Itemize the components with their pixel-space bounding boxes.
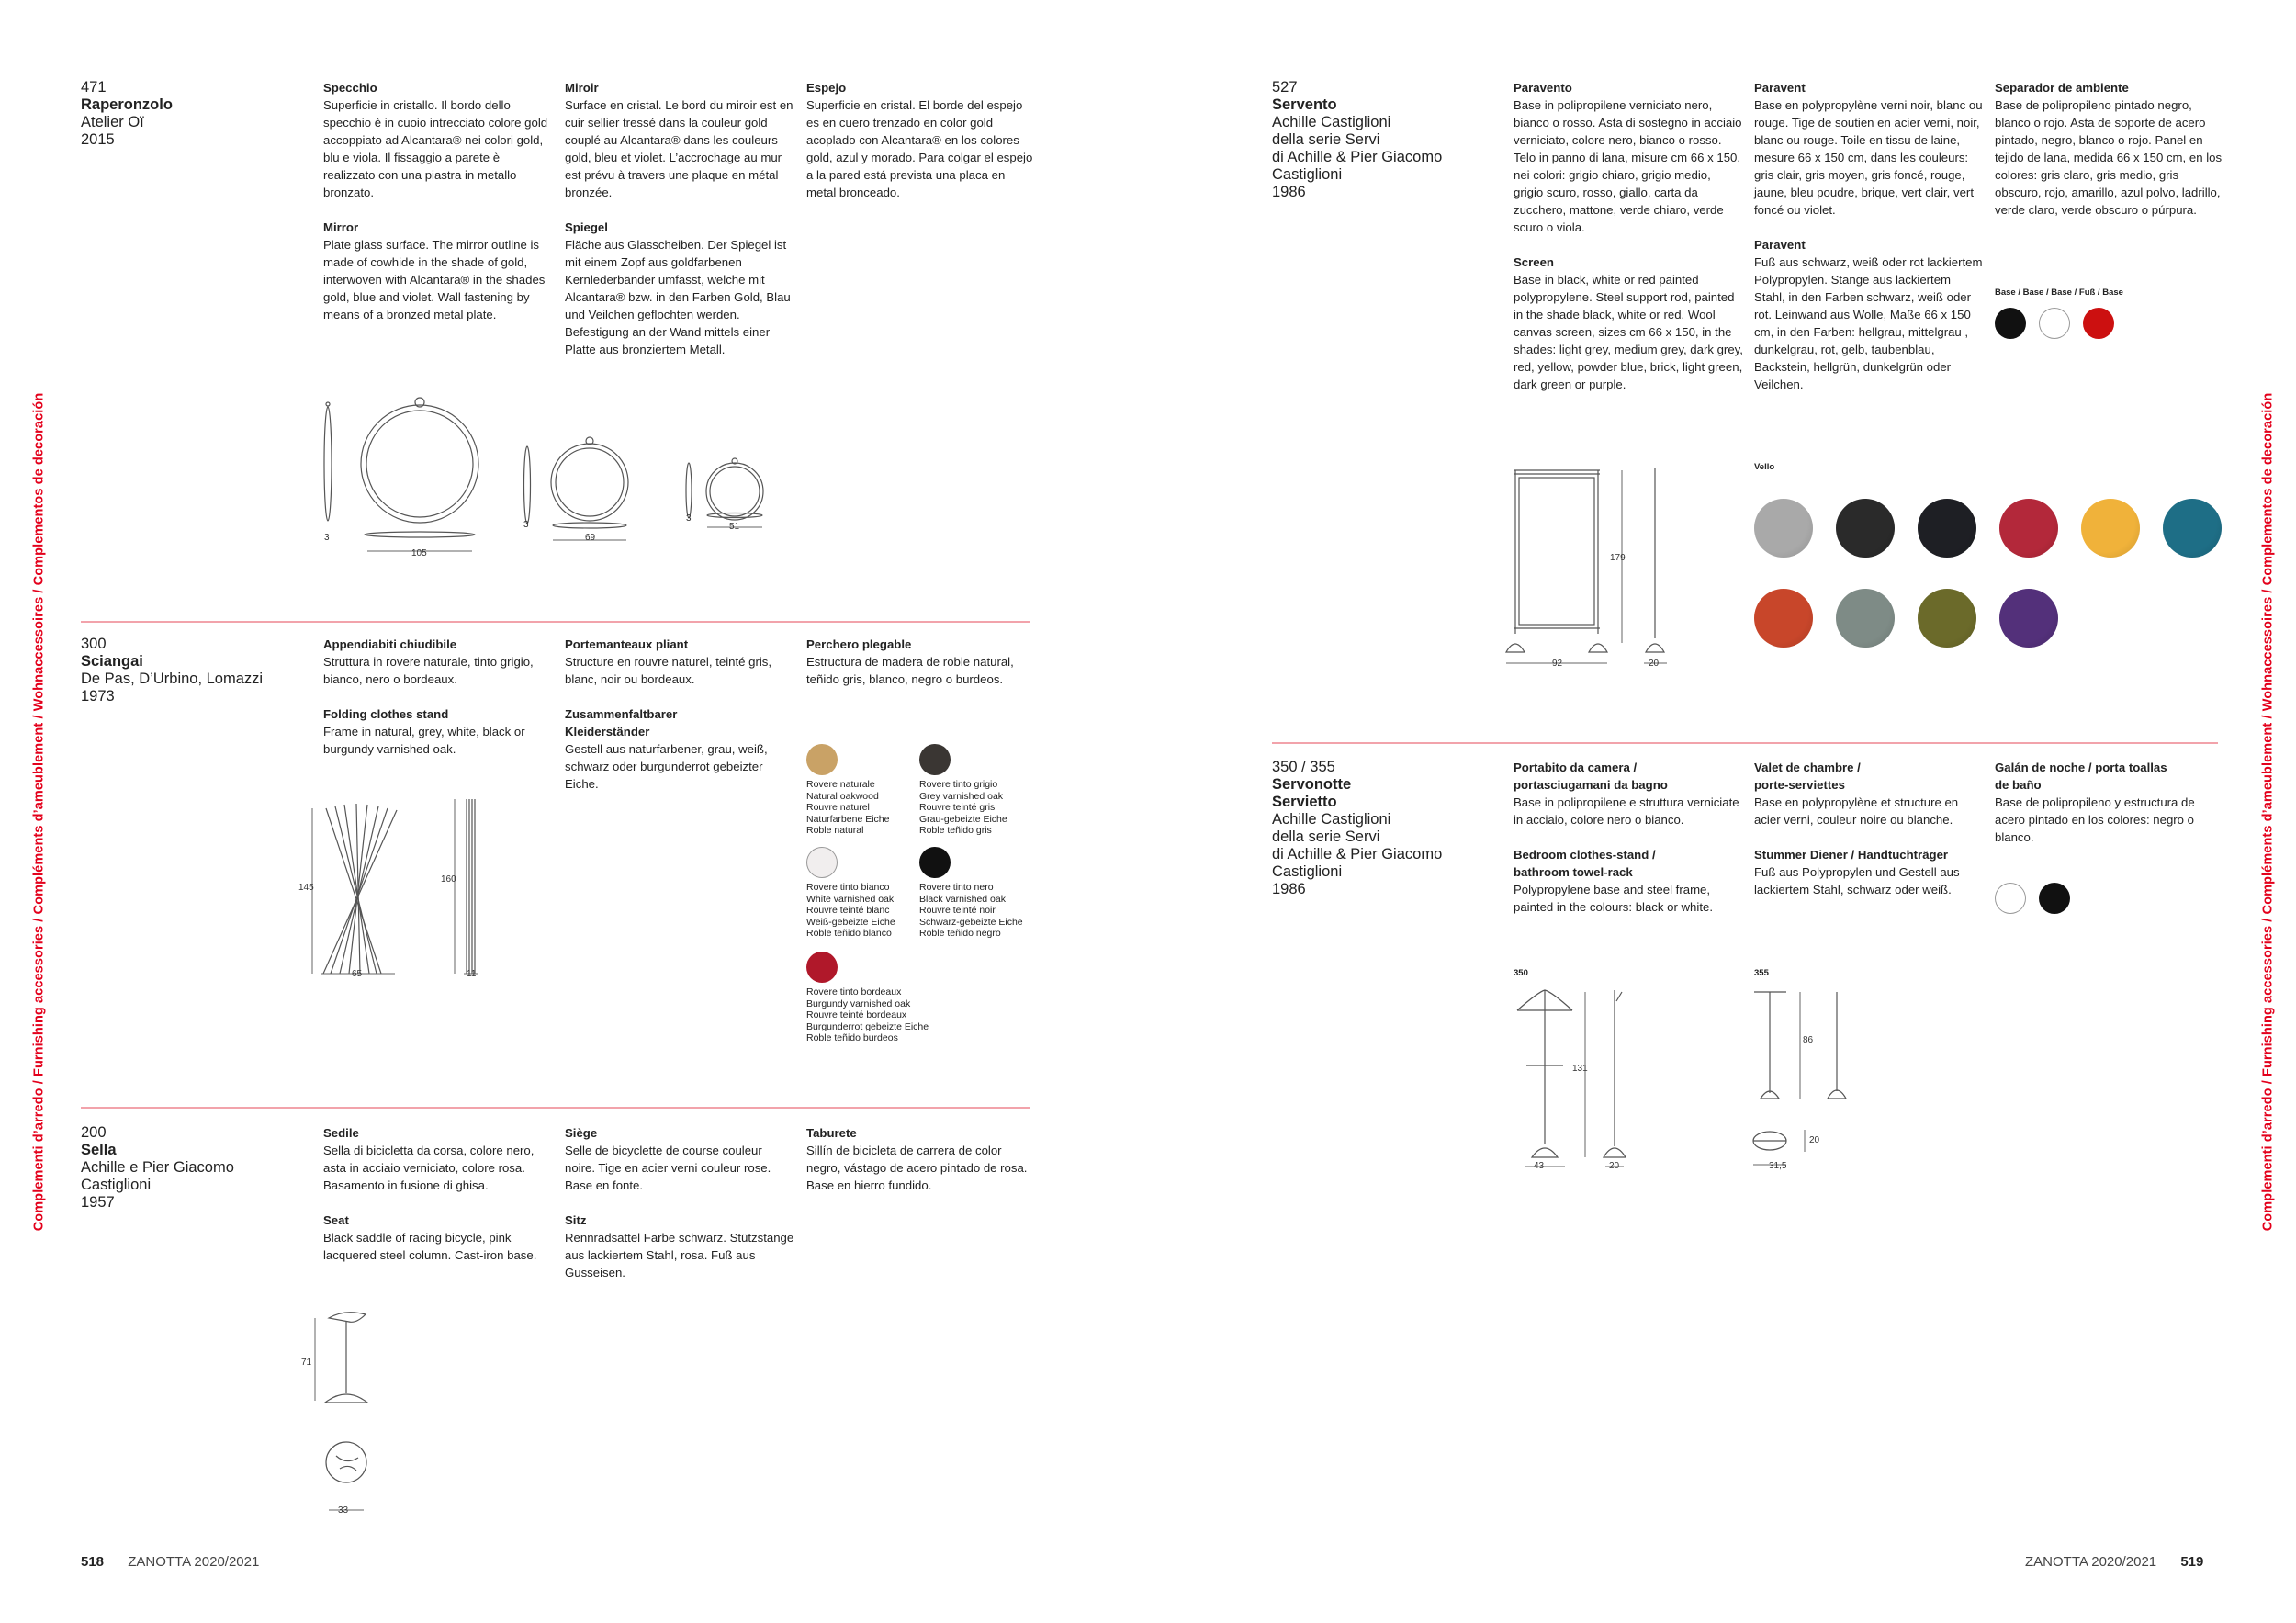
desc-text-fr: Structure en rouvre naturel, teinté gris, blanc, noir ou bordeaux.	[565, 655, 772, 686]
desc-text-fr: Surface en cristal. Le bord du miroir est en cuir sellier tressé dans la couleur gold couplé au Alcantara® dans les couleurs gold, bleu et violet. L’accrochage au mur est prévu à travers une plaque en métal bronzée.	[565, 98, 793, 199]
desc-column-es	[1995, 79, 2224, 236]
servonotte-drawing	[1506, 983, 1635, 1167]
product-designer: Atelier Oï	[81, 114, 144, 130]
finish-label: Rovere tinto bordeaux Burgundy varnished oak Rouvre teinté bordeaux Burgunderrot gebeizte Eiche Roble teñido burdeos	[806, 986, 929, 1043]
dim-label: 51	[729, 522, 740, 532]
footer-left	[81, 1554, 259, 1570]
felt-color-swatch	[2163, 499, 2222, 558]
product-header-raperonzolo	[81, 79, 292, 149]
desc-title-it: Specchio	[323, 81, 377, 95]
felt-color-swatch	[2081, 499, 2140, 558]
dim-label: 43	[1534, 1161, 1545, 1171]
desc-text-de: Gestell aus naturfarbener, grau, weiß, schwarz oder burgunderrot gebeizter Eiche.	[565, 742, 768, 791]
section-divider	[81, 621, 1030, 623]
desc-column-it-en	[323, 1124, 553, 1281]
product-designer: Achille e Pier Giacomo Castiglioni	[81, 1159, 234, 1193]
footer-right	[2025, 1554, 2203, 1570]
desc-title-de: Paravent	[1754, 238, 1806, 252]
mirror-drawings	[312, 395, 790, 569]
model-label-355: 355	[1754, 968, 1769, 978]
desc-text-it: Superficie in cristallo. Il bordo dello specchio è in cuoio intrecciato colore gold accoppiato ad Alcantara® nei colori gold, blu e viola. Il fissaggio a parete è realizzato con una piastra in metallo bronzato.	[323, 98, 548, 199]
desc-text-de: Rennradsattel Farbe schwarz. Stützstange aus lackiertem Stahl, rosa. Fuß aus Gusseisen.	[565, 1231, 794, 1279]
felt-color-swatch	[1754, 589, 1813, 648]
felt-color-swatch	[1918, 499, 1976, 558]
desc-text-en: Polypropylene base and steel frame, painted in the colours: black or white.	[1514, 883, 1713, 914]
desc-title-fr: Siège	[565, 1126, 598, 1140]
product-code: 300	[81, 636, 107, 652]
section-divider	[81, 1107, 1030, 1109]
product-header-servento	[1272, 79, 1483, 201]
felt-color-swatch	[1754, 499, 1813, 558]
desc-text-de: Fläche aus Glasscheiben. Der Spiegel ist mit einem Zopf aus goldfarbenen Kernlederbänder umfasst, welche mit Alcantara® bzw. in den Farben Gold, Blau und Veilchen geflochten werden. Befestigung an der Wand mittels einer Platte aus bronziertem Metall.	[565, 238, 791, 356]
dim-label: 3	[686, 513, 692, 524]
desc-text-es: Base de polipropileno pintado negro, blanco o rojo. Asta de soporte de acero pintado, negro, blanco o rojo. Panel en tejido de lana, medida 66 x 150 cm, en los colores: gris claro, gris medio, gris obscuro, rojo, amarillo, azul polvo, ladrillo, verde claro, verde obscuro o púrpura.	[1995, 98, 2223, 217]
felt-color-swatch	[1836, 499, 1895, 558]
product-code: 200	[81, 1124, 107, 1141]
desc-title-de: Spiegel	[565, 220, 608, 234]
desc-title-it: Portabito da camera / portasciugamani da bagno	[1514, 761, 1668, 792]
felt-colors-label: Vello	[1754, 462, 1775, 472]
dim-label: 3	[324, 533, 330, 543]
desc-column-it-en	[323, 636, 553, 775]
desc-text-en: Black saddle of racing bicycle, pink lacquered steel column. Cast-iron base.	[323, 1231, 537, 1262]
sciangai-drawing	[312, 799, 496, 983]
desc-text-fr: Base en polypropylène verni noir, blanc ou rouge. Tige de soutien en acier verni, noir, blanc ou rouge. Toile en tissu de laine, mesure 66 x 150 cm, dans les couleurs: gris clair, gris moyen, gris foncé, rouge, jaune, bleu poudre, brique, vert clair, vert foncé ou violet.	[1754, 98, 1983, 217]
desc-title-fr: Miroir	[565, 81, 599, 95]
product-name: Sciangai	[81, 653, 143, 670]
finish-label: Rovere tinto nero Black varnished oak Rouvre teinté noir Schwarz-gebeizte Eiche Roble teñido negro	[919, 882, 1023, 939]
desc-title-fr: Valet de chambre / porte-serviettes	[1754, 761, 1861, 792]
desc-title-es: Espejo	[806, 81, 847, 95]
desc-title-it: Appendiabiti chiudibile	[323, 637, 457, 651]
desc-column-es	[806, 636, 1036, 705]
desc-column-es	[1995, 759, 2224, 863]
desc-title-de: Sitz	[565, 1213, 587, 1227]
page-number: 518	[81, 1554, 105, 1570]
dim-label: 20	[1809, 1135, 1820, 1145]
felt-color-swatch	[1999, 589, 2058, 648]
desc-text-it: Base in polipropilene e struttura verniciate in acciaio, colore nero o bianco.	[1514, 795, 1739, 827]
dim-label: 33	[338, 1505, 349, 1516]
desc-column-it-en	[1514, 759, 1743, 933]
dim-label: 92	[1552, 659, 1563, 669]
desc-column-fr-de	[565, 636, 794, 810]
dim-label: 179	[1610, 553, 1626, 563]
desc-column-fr-de	[565, 79, 794, 376]
dim-label: 31,5	[1769, 1161, 1787, 1171]
desc-title-de: Stummer Diener / Handtuchträger	[1754, 848, 1949, 862]
desc-title-it: Paravento	[1514, 81, 1572, 95]
product-header-servonotte	[1272, 759, 1483, 898]
base-colors-label: Base / Base / Base / Fuß / Base	[1995, 287, 2123, 298]
desc-title-fr: Paravent	[1754, 81, 1806, 95]
desc-column-fr-de	[1754, 79, 1984, 411]
desc-title-en: Mirror	[323, 220, 359, 234]
product-header-sella	[81, 1124, 292, 1212]
page-number: 519	[2180, 1554, 2204, 1570]
product-header-sciangai	[81, 636, 292, 705]
product-name: Servento	[1272, 96, 1337, 113]
dim-label: 131	[1572, 1064, 1588, 1074]
dim-label: 20	[1609, 1161, 1620, 1171]
product-code: 350 / 355	[1272, 759, 1335, 775]
desc-column-it-en	[1514, 79, 1743, 411]
product-code: 527	[1272, 79, 1298, 96]
desc-text-es: Superficie en cristal. El borde del espejo es en cuero trenzado en color gold acoplado con Alcantara® en los colores gold, azul y morado. Para colgar el espejo a la pared está prevista una placa en metal bronceado.	[806, 98, 1033, 199]
servietto-drawing	[1750, 983, 1860, 1176]
product-designer: De Pas, D’Urbino, Lomazzi	[81, 671, 264, 687]
product-year: 1986	[1272, 184, 1306, 200]
desc-title-en: Bedroom clothes-stand / bathroom towel-rack	[1514, 848, 1656, 879]
desc-column-fr-de	[565, 1124, 794, 1299]
desc-text-fr: Selle de bicyclette de course couleur noire. Tige en acier verni couleur rose. Base en fonte.	[565, 1144, 771, 1192]
desc-text-fr: Base en polypropylène et structure en acier verni, couleur noire ou blanche.	[1754, 795, 1959, 827]
desc-text-es: Estructura de madera de roble natural, teñido gris, blanco, negro o burdeos.	[806, 655, 1014, 686]
desc-title-es: Galán de noche / porta toallas de baño	[1995, 761, 2167, 792]
product-name-2: Servietto	[1272, 794, 1337, 810]
desc-title-it: Sedile	[323, 1126, 359, 1140]
finish-label: Rovere tinto bianco White varnished oak Rouvre teinté blanc Weiß-gebeizte Eiche Roble teñido blanco	[806, 882, 895, 939]
color-swatch-white	[1995, 883, 2026, 914]
base-color-swatch	[2083, 308, 2114, 339]
footer-brand: ZANOTTA 2020/2021	[128, 1554, 260, 1570]
desc-text-es: Base de polipropileno y estructura de acero pintado en los colores: negro o blanco.	[1995, 795, 2195, 844]
section-divider	[1272, 742, 2218, 744]
desc-text-it: Base in polipropilene verniciato nero, bianco o rosso. Asta di sostegno in acciaio verniciato, colore nero, bianco o rosso. Telo in panno di lana, misure cm 66 x 150, nei colori: grigio chiaro, grigio medio, grigio scuro, rosso, giallo, carta da zucchero, mattone, verde chiaro, verde scuro o viola.	[1514, 98, 1742, 234]
desc-title-en: Folding clothes stand	[323, 707, 449, 721]
felt-color-swatch	[1999, 499, 2058, 558]
desc-text-en: Frame in natural, grey, white, black or burgundy varnished oak.	[323, 725, 525, 756]
dim-label: 69	[585, 533, 596, 543]
desc-title-de: Zusammenfaltbarer Kleiderständer	[565, 707, 678, 738]
desc-text-de: Fuß aus Polypropylen und Gestell aus lackiertem Stahl, schwarz oder weiß.	[1754, 865, 1960, 896]
finish-label: Rovere tinto grigio Grey varnished oak Rouvre teinté gris Grau-gebeizte Eiche Roble teñido gris	[919, 779, 1007, 836]
sidebar-label-left: Complementi d’arredo / Furnishing accessories / Compléments d’ameublement / Wohnaccessoires / Complementos de decoración	[31, 392, 47, 1231]
finish-swatch	[919, 744, 951, 775]
product-name: Servonotte	[1272, 776, 1352, 793]
product-year: 1957	[81, 1194, 115, 1211]
product-year: 2015	[81, 131, 115, 148]
finish-swatch	[806, 847, 838, 878]
color-swatch-black	[2039, 883, 2070, 914]
desc-text-it: Struttura in rovere naturale, tinto grigio, bianco, nero o bordeaux.	[323, 655, 534, 686]
finish-label: Rovere naturale Natural oakwood Rouvre naturel Naturfarbene Eiche Roble natural	[806, 779, 890, 836]
desc-column-fr-de	[1754, 759, 1984, 916]
desc-text-es: Sillín de bicicleta de carrera de color negro, vástago de acero pintado de rosa. Base en hierro fundido.	[806, 1144, 1028, 1192]
product-designer: Achille Castiglioni della serie Servi di Achille & Pier Giacomo Castiglioni	[1272, 811, 1443, 880]
desc-title-en: Seat	[323, 1213, 349, 1227]
desc-column-es	[806, 1124, 1036, 1212]
desc-title-es: Taburete	[806, 1126, 857, 1140]
desc-text-it: Sella di bicicletta da corsa, colore nero, asta in acciaio verniciato, colore rosa. Basamento in fusione di ghisa.	[323, 1144, 535, 1192]
product-year: 1973	[81, 688, 115, 704]
desc-title-fr: Portemanteaux pliant	[565, 637, 689, 651]
product-name: Sella	[81, 1142, 117, 1158]
sidebar-label-right: Complementi d’arredo / Furnishing accessories / Compléments d’ameublement / Wohnaccessoires / Complementos de decoración	[2260, 392, 2276, 1231]
model-label-350: 350	[1514, 968, 1528, 978]
dim-label: 71	[301, 1358, 312, 1368]
felt-color-swatch	[1918, 589, 1976, 648]
base-color-swatch	[2039, 308, 2070, 339]
finish-swatch	[919, 847, 951, 878]
sella-drawing	[312, 1309, 386, 1520]
finish-swatch	[806, 744, 838, 775]
servento-drawing	[1506, 459, 1690, 671]
desc-title-en: Screen	[1514, 255, 1554, 269]
base-color-swatch	[1995, 308, 2026, 339]
dim-label: 11	[467, 969, 477, 979]
dim-label: 160	[441, 874, 456, 885]
desc-column-it-en	[323, 79, 553, 341]
felt-color-swatch	[1836, 589, 1895, 648]
desc-text-de: Fuß aus schwarz, weiß oder rot lackiertem Polypropylen. Stange aus lackiertem Stahl, in den Farben schwarz, weiß oder rot. Leinwand aus Wolle, Maße 66 x 150 cm, in den Farben: hellgrau, mittelgrau , dunkelgrau, rot, gelb, taubenblau, Backstein, hellgrün, dunkelgrün oder Veilchen.	[1754, 255, 1983, 391]
dim-label: 105	[411, 548, 427, 558]
dim-label: 3	[523, 520, 529, 530]
dim-label: 145	[298, 883, 314, 893]
dim-label: 20	[1649, 659, 1660, 669]
desc-title-es: Perchero plegable	[806, 637, 912, 651]
desc-title-es: Separador de ambiente	[1995, 81, 2129, 95]
product-year: 1986	[1272, 881, 1306, 897]
product-designer: Achille Castiglioni della serie Servi di Achille & Pier Giacomo Castiglioni	[1272, 114, 1443, 183]
product-name: Raperonzolo	[81, 96, 173, 113]
finish-swatch	[806, 952, 838, 983]
desc-text-en: Plate glass surface. The mirror outline is made of cowhide in the shade of gold, interwoven with Alcantara® in the shades gold, blue and violet. Wall fastening by means of a bronzed metal plate.	[323, 238, 546, 321]
footer-brand: ZANOTTA 2020/2021	[2025, 1554, 2157, 1570]
product-code: 471	[81, 79, 107, 96]
desc-column-es	[806, 79, 1036, 219]
dim-label: 86	[1803, 1035, 1814, 1045]
desc-text-en: Base in black, white or red painted polypropylene. Steel support rod, painted in the shade black, white or red. Wool canvas screen, sizes cm 66 x 150, in the shades: light grey, medium grey, dark grey, red, yellow, powder blue, brick, light green, dark green or purple.	[1514, 273, 1743, 391]
dim-label: 65	[352, 969, 363, 979]
